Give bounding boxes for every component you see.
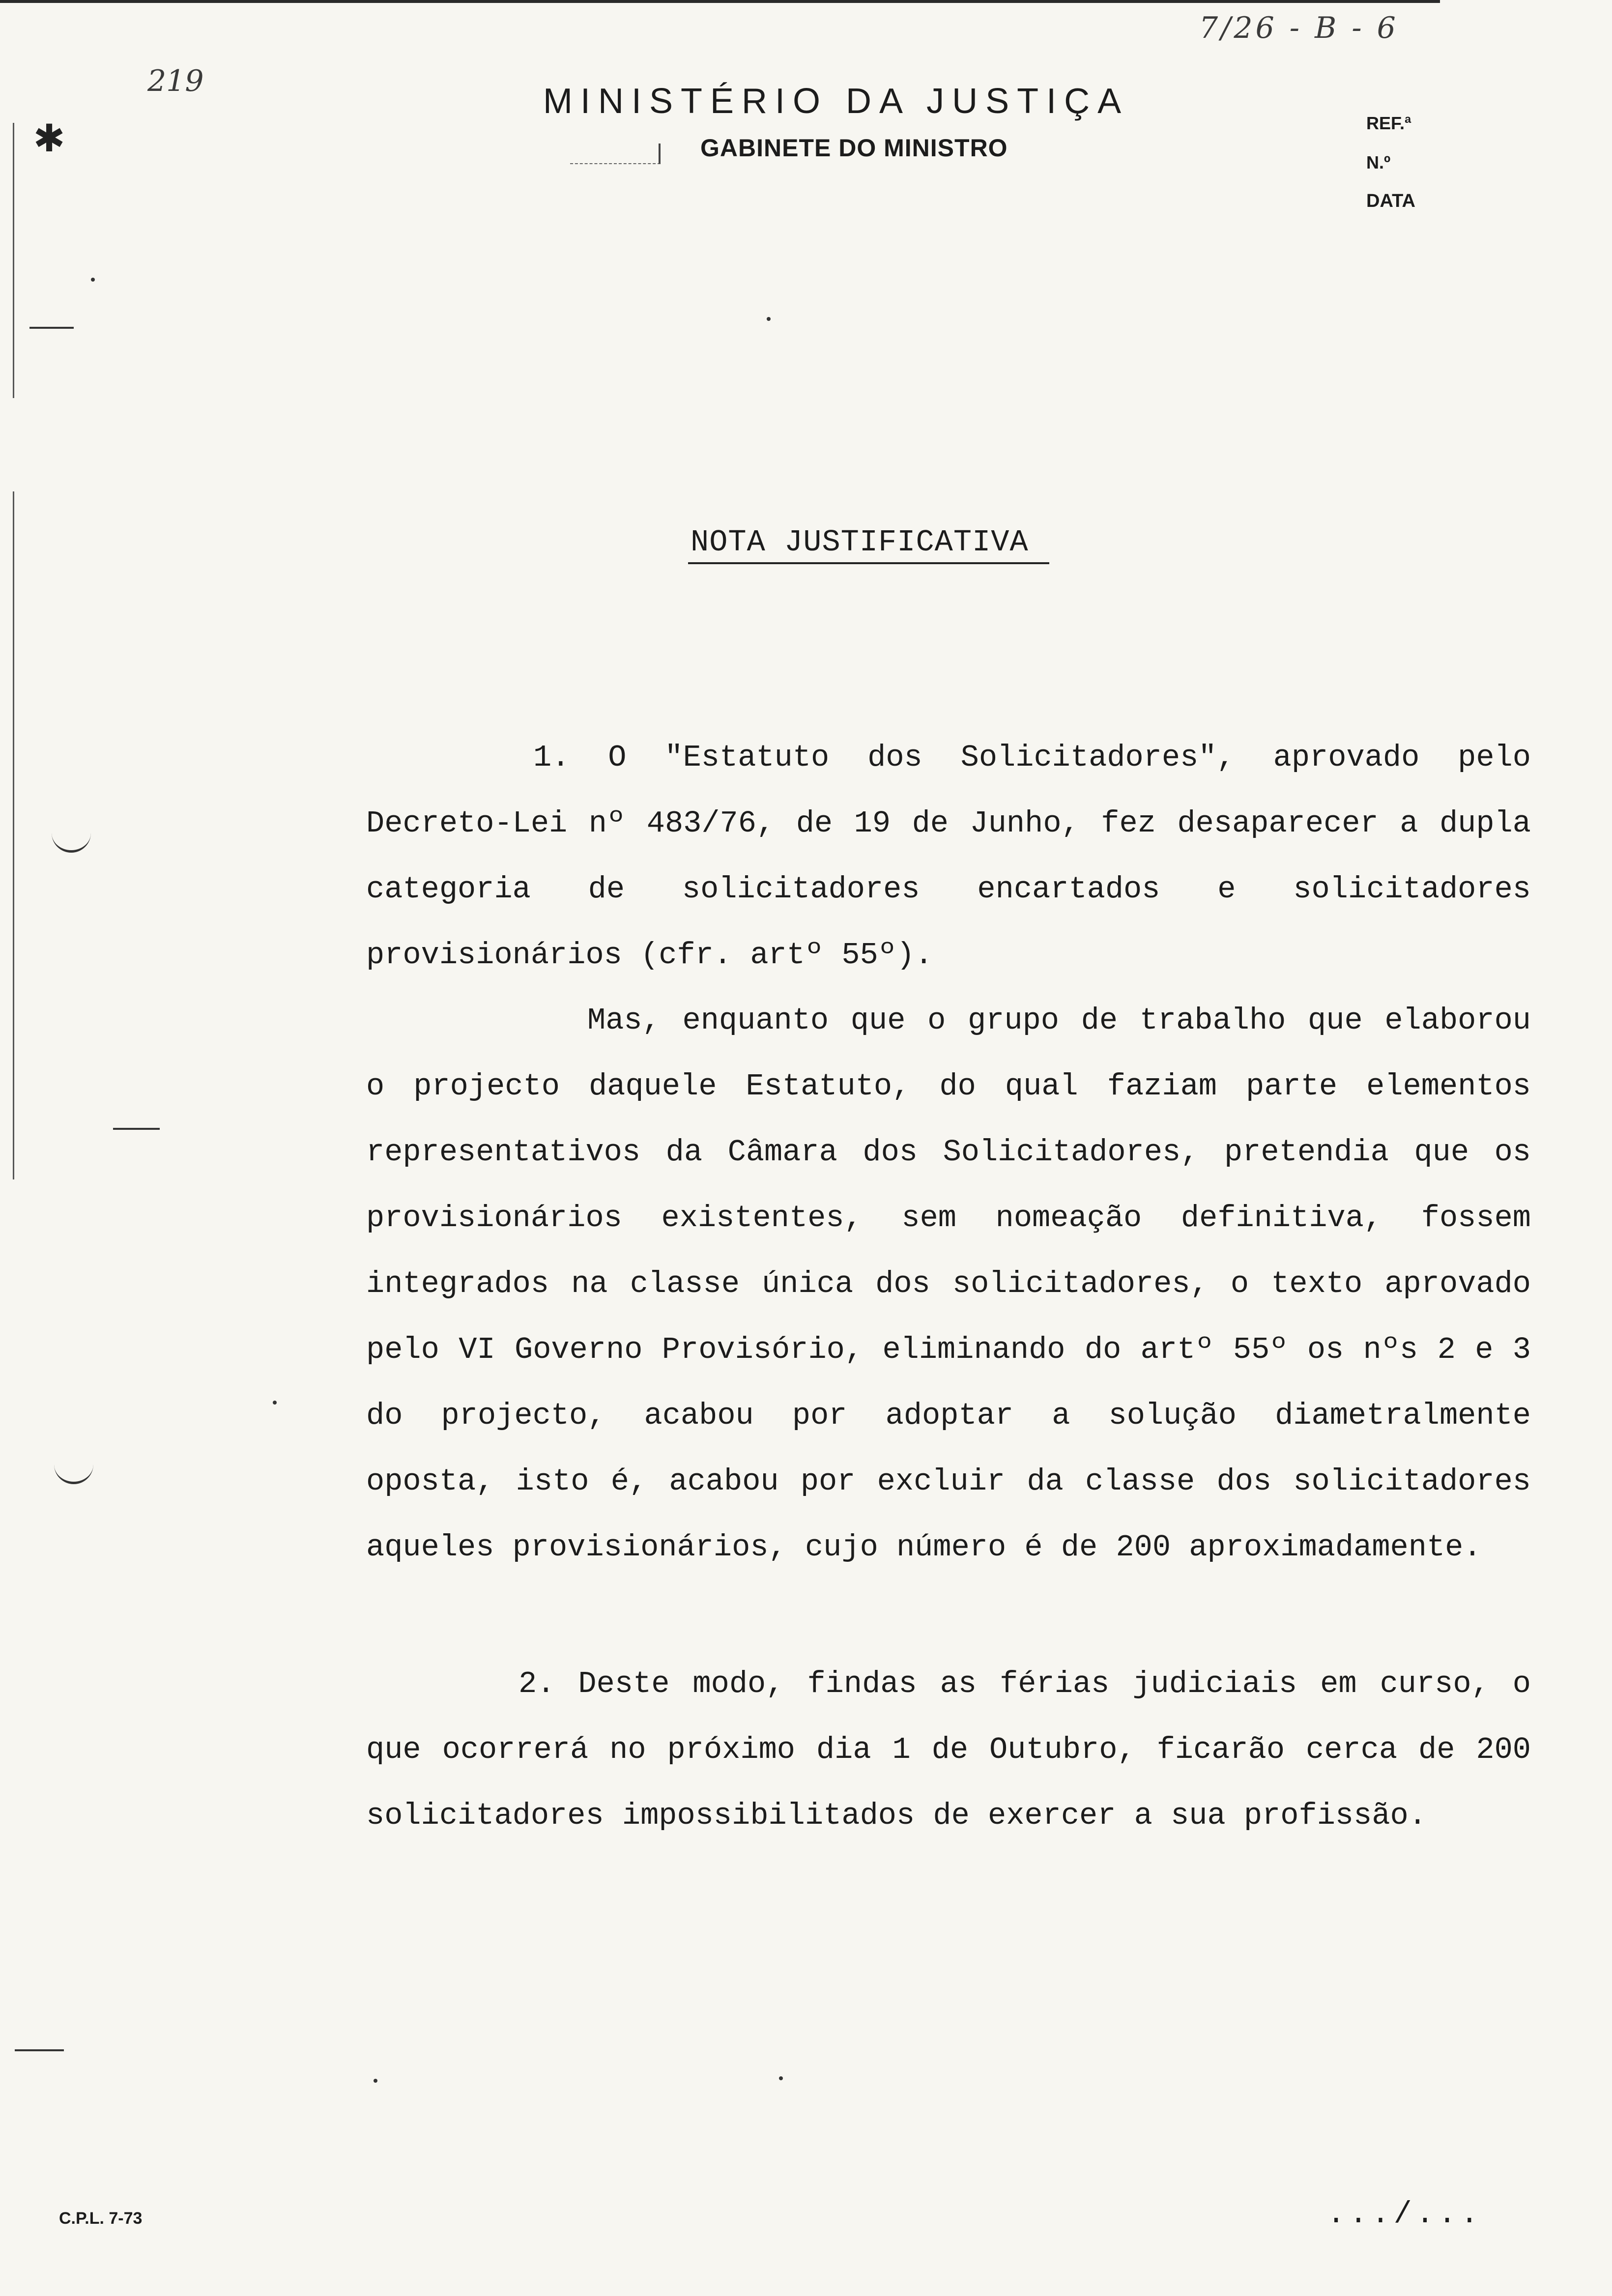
ink-speck (767, 317, 771, 321)
handwritten-page-number: 219 (147, 64, 204, 98)
left-margin-binding-line (13, 123, 14, 398)
ministry-heading: MINISTÉRIO DA JUSTIÇA (543, 82, 1129, 121)
margin-tick-mark (113, 1128, 160, 1130)
ink-speck (91, 278, 95, 282)
margin-tick-mark (29, 327, 74, 329)
margin-tick-mark (15, 2049, 64, 2051)
reference-label: REF.ª (1366, 113, 1411, 133)
ink-speck (779, 2076, 783, 2080)
left-margin-binding-line (13, 491, 14, 1179)
form-code: C.P.L. 7-73 (59, 2209, 143, 2228)
title-underline (688, 562, 1049, 564)
margin-punch-hole-mark (54, 1462, 93, 1484)
paragraph-2-text: Mas, enquanto que o grupo de trabalho que elaborou o projecto daquele Estatuto, do qual faziam parte elementos representativos da Câmara dos Solicitadores, pretendia que os provisionários existentes, sem nomeação definitiva, fossem integrados na classe única dos solicitadores, o texto aprovado pelo VI Governo Provisório, eliminando do artº 55º os nºs 2 e 3 do projecto, acabou por adoptar a solução diametralmente oposta, isto é, acabou por excluir da classe dos solicitadores aqueles provisionários, cujo número é de 200 aproximadamente. (366, 1003, 1531, 1565)
paragraph-1-text: 1. O "Estatuto dos Solicitadores", aprovado pelo Decreto-Lei nº 483/76, de 19 de Junho, fez desaparecer a dupla categoria de solicitadores encartados e solicitadores provisionários (cfr. artº 55º). (366, 740, 1531, 973)
top-edge-rule (0, 0, 1440, 3)
handwritten-reference: 7/26 - B - 6 (1199, 11, 1399, 45)
date-label: DATA (1366, 191, 1415, 211)
paragraph-3-text: 2. Deste modo, findas as férias judiciais em curso, o que ocorrerá no próximo dia 1 de Outubro, ficarão cerca de 200 solicitadores impossibilitados de exercer a sua profissão. (366, 1666, 1531, 1833)
ink-speck (374, 2079, 377, 2083)
number-label: N.º (1366, 152, 1391, 172)
paragraph-3 (366, 1651, 1531, 1849)
cabinet-stamp-mark (570, 144, 661, 164)
margin-punch-hole-mark (52, 831, 91, 853)
paragraph-1 (366, 725, 1531, 988)
corner-ink-mark: ✱ (34, 111, 64, 167)
document-title: NOTA JUSTIFICATIVA (691, 525, 1029, 560)
continuation-marker: .../... (1327, 2197, 1483, 2232)
ink-speck (273, 1401, 277, 1405)
paragraph-2 (366, 988, 1531, 1580)
cabinet-subheading: GABINETE DO MINISTRO (700, 134, 1008, 162)
